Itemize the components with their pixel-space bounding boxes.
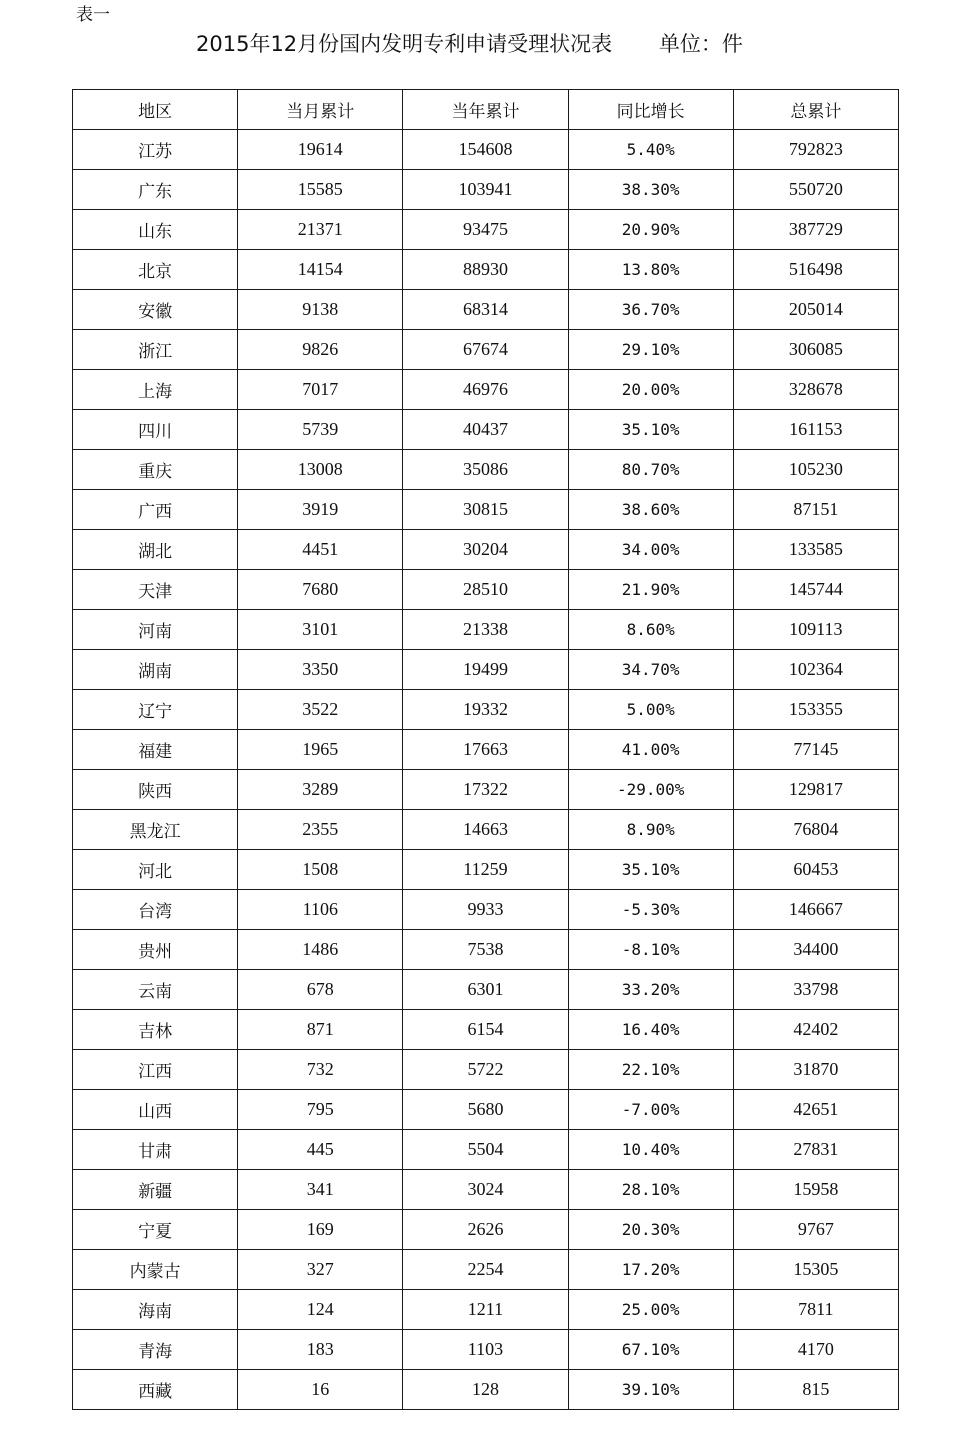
table-row [73,370,899,410]
cell-yearly-total: 19332 [403,690,568,730]
table-row [73,1170,899,1210]
cell-monthly-total: 3350 [238,650,403,690]
cell-yearly-total: 3024 [403,1170,568,1210]
cell-yoy-growth: 8.90% [568,810,733,850]
cell-yoy-growth: 33.20% [568,970,733,1010]
cell-yearly-total: 30815 [403,490,568,530]
cell-cumulative-total: 102364 [733,650,898,690]
cell-cumulative-total: 87151 [733,490,898,530]
cell-yearly-total: 14663 [403,810,568,850]
cell-yoy-growth: 20.30% [568,1210,733,1250]
cell-monthly-total: 3101 [238,610,403,650]
cell-cumulative-total: 33798 [733,970,898,1010]
cell-yoy-growth: 36.70% [568,290,733,330]
cell-region: 浙江 [73,330,238,370]
table-row [73,690,899,730]
cell-cumulative-total: 153355 [733,690,898,730]
cell-region: 天津 [73,570,238,610]
cell-yoy-growth: 67.10% [568,1330,733,1370]
cell-yearly-total: 2626 [403,1210,568,1250]
cell-yearly-total: 5722 [403,1050,568,1090]
cell-cumulative-total: 815 [733,1370,898,1410]
cell-cumulative-total: 133585 [733,530,898,570]
cell-cumulative-total: 9767 [733,1210,898,1250]
cell-cumulative-total: 4170 [733,1330,898,1370]
cell-cumulative-total: 105230 [733,450,898,490]
cell-monthly-total: 4451 [238,530,403,570]
cell-cumulative-total: 792823 [733,130,898,170]
cell-region: 广东 [73,170,238,210]
cell-yoy-growth: 20.00% [568,370,733,410]
cell-yearly-total: 17322 [403,770,568,810]
cell-yoy-growth: 39.10% [568,1370,733,1410]
cell-yearly-total: 35086 [403,450,568,490]
cell-yoy-growth: 41.00% [568,730,733,770]
table-row [73,1210,899,1250]
table-row [73,530,899,570]
cell-cumulative-total: 109113 [733,610,898,650]
cell-region: 湖南 [73,650,238,690]
table-row [73,130,899,170]
cell-monthly-total: 445 [238,1130,403,1170]
document-title-line [196,30,743,58]
table-row [73,330,899,370]
cell-monthly-total: 795 [238,1090,403,1130]
cell-monthly-total: 169 [238,1210,403,1250]
unit-note: 单位：件 [658,32,743,56]
cell-yoy-growth: 80.70% [568,450,733,490]
cell-yoy-growth: 35.10% [568,410,733,450]
cell-monthly-total: 327 [238,1250,403,1290]
cell-yearly-total: 7538 [403,930,568,970]
table-row [73,1330,899,1370]
cell-monthly-total: 3289 [238,770,403,810]
cell-monthly-total: 19614 [238,130,403,170]
cell-region: 重庆 [73,450,238,490]
cell-monthly-total: 9826 [238,330,403,370]
cell-yoy-growth: 29.10% [568,330,733,370]
cell-cumulative-total: 76804 [733,810,898,850]
cell-monthly-total: 341 [238,1170,403,1210]
header-yoy-growth: 同比增长 [568,90,733,130]
cell-region: 山东 [73,210,238,250]
cell-yoy-growth: 17.20% [568,1250,733,1290]
cell-region: 云南 [73,970,238,1010]
header-monthly-total: 当月累计 [238,90,403,130]
header-row [73,90,899,130]
cell-yearly-total: 2254 [403,1250,568,1290]
cell-yoy-growth: 34.70% [568,650,733,690]
cell-yoy-growth: 5.00% [568,690,733,730]
cell-region: 海南 [73,1290,238,1330]
cell-region: 内蒙古 [73,1250,238,1290]
cell-region: 安徽 [73,290,238,330]
cell-region: 贵州 [73,930,238,970]
table-row [73,730,899,770]
cell-monthly-total: 732 [238,1050,403,1090]
cell-region: 河南 [73,610,238,650]
cell-region: 江苏 [73,130,238,170]
cell-yearly-total: 21338 [403,610,568,650]
cell-monthly-total: 678 [238,970,403,1010]
cell-yoy-growth: 5.40% [568,130,733,170]
cell-yearly-total: 88930 [403,250,568,290]
cell-yoy-growth: -8.10% [568,930,733,970]
table-row [73,1010,899,1050]
table-row [73,210,899,250]
cell-region: 西藏 [73,1370,238,1410]
cell-yoy-growth: 22.10% [568,1050,733,1090]
cell-monthly-total: 13008 [238,450,403,490]
cell-yoy-growth: 20.90% [568,210,733,250]
cell-cumulative-total: 15305 [733,1250,898,1290]
cell-yearly-total: 103941 [403,170,568,210]
cell-monthly-total: 1508 [238,850,403,890]
table-row [73,1090,899,1130]
cell-yoy-growth: 28.10% [568,1170,733,1210]
cell-monthly-total: 3919 [238,490,403,530]
header-cumulative-total: 总累计 [733,90,898,130]
cell-cumulative-total: 145744 [733,570,898,610]
cell-yoy-growth: 35.10% [568,850,733,890]
cell-cumulative-total: 27831 [733,1130,898,1170]
cell-monthly-total: 7680 [238,570,403,610]
cell-yearly-total: 6154 [403,1010,568,1050]
cell-yearly-total: 68314 [403,290,568,330]
cell-cumulative-total: 387729 [733,210,898,250]
table-row [73,1050,899,1090]
cell-monthly-total: 21371 [238,210,403,250]
cell-region: 河北 [73,850,238,890]
cell-yearly-total: 46976 [403,370,568,410]
table-row [73,770,899,810]
cell-cumulative-total: 77145 [733,730,898,770]
cell-region: 上海 [73,370,238,410]
cell-yearly-total: 154608 [403,130,568,170]
table-row [73,850,899,890]
table-row [73,930,899,970]
header-yearly-total: 当年累计 [403,90,568,130]
cell-yearly-total: 67674 [403,330,568,370]
cell-monthly-total: 3522 [238,690,403,730]
cell-yoy-growth: 10.40% [568,1130,733,1170]
cell-cumulative-total: 205014 [733,290,898,330]
cell-yoy-growth: 38.60% [568,490,733,530]
cell-region: 新疆 [73,1170,238,1210]
cell-cumulative-total: 516498 [733,250,898,290]
table-row [73,610,899,650]
cell-yoy-growth: 13.80% [568,250,733,290]
cell-region: 台湾 [73,890,238,930]
cell-region: 青海 [73,1330,238,1370]
cell-monthly-total: 124 [238,1290,403,1330]
cell-cumulative-total: 60453 [733,850,898,890]
table-row [73,450,899,490]
cell-cumulative-total: 306085 [733,330,898,370]
cell-yearly-total: 19499 [403,650,568,690]
table-row [73,250,899,290]
table-row [73,170,899,210]
table-label: 表一 [76,5,110,25]
cell-yearly-total: 6301 [403,970,568,1010]
table-row [73,970,899,1010]
cell-cumulative-total: 328678 [733,370,898,410]
cell-monthly-total: 14154 [238,250,403,290]
cell-cumulative-total: 42651 [733,1090,898,1130]
cell-region: 山西 [73,1090,238,1130]
cell-cumulative-total: 7811 [733,1290,898,1330]
cell-cumulative-total: 550720 [733,170,898,210]
table-row [73,570,899,610]
cell-yearly-total: 5680 [403,1090,568,1130]
patent-table [72,89,899,1410]
cell-yoy-growth: 25.00% [568,1290,733,1330]
cell-yearly-total: 5504 [403,1130,568,1170]
cell-monthly-total: 9138 [238,290,403,330]
cell-cumulative-total: 15958 [733,1170,898,1210]
cell-yoy-growth: -29.00% [568,770,733,810]
cell-region: 陕西 [73,770,238,810]
cell-yearly-total: 128 [403,1370,568,1410]
table-row [73,810,899,850]
cell-yoy-growth: 34.00% [568,530,733,570]
cell-region: 黑龙江 [73,810,238,850]
table-row [73,490,899,530]
table-row [73,1370,899,1410]
cell-region: 甘肃 [73,1130,238,1170]
document-title: 2015年12月份国内发明专利申请受理状况表 [196,32,613,56]
cell-region: 江西 [73,1050,238,1090]
cell-yearly-total: 93475 [403,210,568,250]
cell-yearly-total: 40437 [403,410,568,450]
table-body [73,130,899,1410]
table-row [73,290,899,330]
cell-monthly-total: 7017 [238,370,403,410]
cell-cumulative-total: 146667 [733,890,898,930]
cell-region: 四川 [73,410,238,450]
cell-cumulative-total: 34400 [733,930,898,970]
cell-yoy-growth: -5.30% [568,890,733,930]
cell-monthly-total: 1965 [238,730,403,770]
cell-yoy-growth: 16.40% [568,1010,733,1050]
cell-yoy-growth: 21.90% [568,570,733,610]
cell-monthly-total: 1106 [238,890,403,930]
cell-region: 吉林 [73,1010,238,1050]
table-row [73,650,899,690]
cell-monthly-total: 16 [238,1370,403,1410]
table-row [73,1130,899,1170]
cell-yearly-total: 9933 [403,890,568,930]
cell-yoy-growth: -7.00% [568,1090,733,1130]
cell-region: 宁夏 [73,1210,238,1250]
cell-yoy-growth: 8.60% [568,610,733,650]
cell-cumulative-total: 129817 [733,770,898,810]
cell-yearly-total: 11259 [403,850,568,890]
cell-yearly-total: 17663 [403,730,568,770]
table-row [73,1250,899,1290]
cell-cumulative-total: 42402 [733,1010,898,1050]
cell-region: 福建 [73,730,238,770]
cell-cumulative-total: 161153 [733,410,898,450]
table-row [73,890,899,930]
cell-yearly-total: 30204 [403,530,568,570]
table-row [73,1290,899,1330]
cell-monthly-total: 871 [238,1010,403,1050]
cell-cumulative-total: 31870 [733,1050,898,1090]
cell-monthly-total: 2355 [238,810,403,850]
cell-yoy-growth: 38.30% [568,170,733,210]
cell-region: 北京 [73,250,238,290]
cell-monthly-total: 5739 [238,410,403,450]
cell-region: 湖北 [73,530,238,570]
cell-region: 辽宁 [73,690,238,730]
cell-yearly-total: 1211 [403,1290,568,1330]
cell-region: 广西 [73,490,238,530]
cell-yearly-total: 1103 [403,1330,568,1370]
cell-monthly-total: 1486 [238,930,403,970]
cell-monthly-total: 15585 [238,170,403,210]
header-region: 地区 [73,90,238,130]
table-row [73,410,899,450]
cell-monthly-total: 183 [238,1330,403,1370]
cell-yearly-total: 28510 [403,570,568,610]
